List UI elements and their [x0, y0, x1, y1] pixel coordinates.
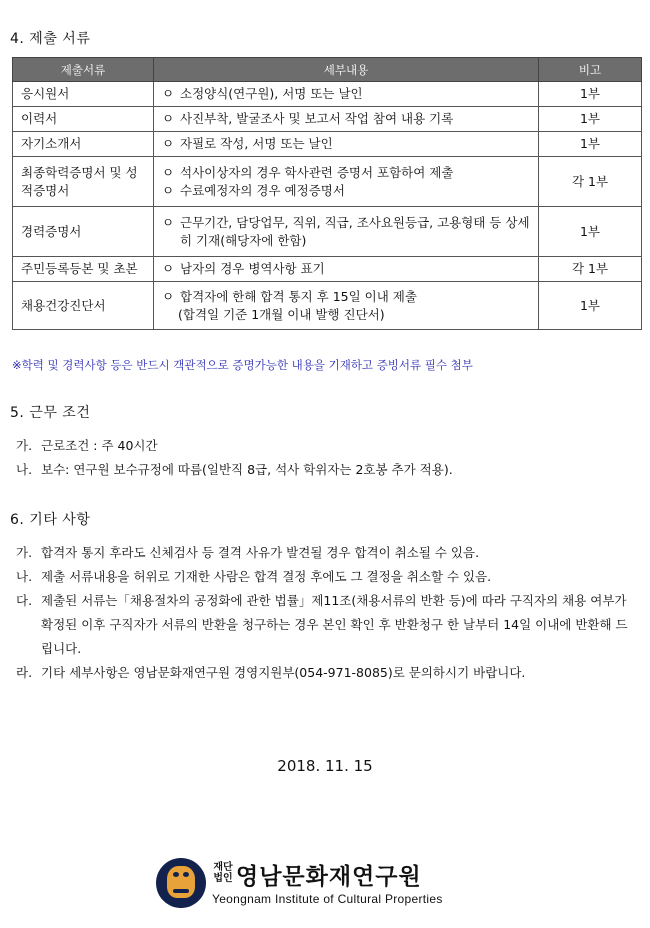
- note-cell: 1부: [539, 207, 642, 257]
- item-label: 가.: [16, 545, 33, 560]
- header-note: 비고: [539, 58, 642, 82]
- detail-text: 남자의 경우 병역사항 표기: [180, 261, 325, 276]
- bullet: ㅇ: [162, 111, 175, 126]
- list-item: [16, 591, 631, 661]
- note-cell: 각 1부: [539, 257, 642, 282]
- note-cell: 각 1부: [539, 157, 642, 207]
- details-cell: [154, 82, 539, 107]
- mask-eye-left: [173, 872, 179, 877]
- item-text: 근로조건 : 주 40시간: [41, 438, 158, 453]
- note-cell: 1부: [539, 82, 642, 107]
- bullet: ㅇ: [162, 182, 175, 198]
- list-item: [16, 460, 631, 480]
- doc-cell: 응시원서: [13, 82, 154, 107]
- mask-mouth: [173, 889, 189, 893]
- detail-text: 소정양식(연구원), 서명 또는 날인: [180, 86, 363, 101]
- details-cell: [154, 282, 539, 330]
- mask-seal-icon: [156, 858, 206, 908]
- table-header-row: [13, 58, 642, 82]
- bullet: ㅇ: [162, 288, 175, 304]
- organization-logo: [156, 856, 496, 916]
- bullet: ㅇ: [162, 164, 175, 180]
- list-item: [16, 567, 631, 587]
- mask-face: [167, 866, 195, 898]
- legal-prefix-bottom: 법인: [213, 873, 233, 884]
- item-text: 합격자 통지 후라도 신체검사 등 결격 사유가 발견될 경우 합격이 취소될 수 있음.: [41, 545, 480, 560]
- detail-text: 수료예정자의 경우 예정증명서: [180, 182, 345, 198]
- document-date: 2018. 11. 15: [277, 757, 373, 775]
- section-4-title: 4. 제출 서류: [10, 31, 91, 47]
- bullet: ㅇ: [162, 86, 175, 101]
- table-row: [13, 107, 642, 132]
- doc-cell: 주민등록등본 및 초본: [13, 257, 154, 282]
- doc-cell: 자기소개서: [13, 132, 154, 157]
- item-label: 가.: [16, 438, 33, 453]
- detail-text: 근무기간, 담당업무, 직위, 직급, 조사요원등급, 고용형태 등 상세히 기재(해당자에 한함): [180, 214, 530, 248]
- details-cell: [154, 107, 539, 132]
- bullet: ㅇ: [162, 214, 175, 230]
- documents-table: [12, 57, 642, 330]
- details-cell: [154, 157, 539, 207]
- bullet: ㅇ: [162, 261, 175, 276]
- item-label: 나.: [16, 462, 33, 477]
- note-cell: 1부: [539, 132, 642, 157]
- item-label: 나.: [16, 569, 33, 584]
- details-cell: [154, 257, 539, 282]
- item-text: 기타 세부사항은 영남문화재연구원 경영지원부(054-971-8085)로 문의하시기 바랍니다.: [41, 665, 526, 680]
- header-details: 세부내용: [154, 58, 539, 82]
- details-cell: [154, 132, 539, 157]
- doc-cell: 채용건강진단서: [13, 282, 154, 330]
- mask-eye-right: [183, 872, 189, 877]
- table-row: [13, 157, 642, 207]
- doc-cell: 경력증명서: [13, 207, 154, 257]
- detail-continuation: (합격일 기준 1개월 이내 발행 진단서): [178, 306, 385, 322]
- detail-text: 합격자에 한해 합격 통지 후 15일 이내 제출: [180, 288, 417, 304]
- detail-text: 사진부착, 발굴조사 및 보고서 작업 참여 내용 기록: [180, 111, 454, 126]
- organization-name-korean: 영남문화재연구원: [236, 864, 422, 890]
- item-label: 라.: [16, 665, 33, 680]
- item-text: 제출된 서류는「채용절차의 공정화에 관한 법률」제11조(채용서류의 반환 등)에 따라 구직자의 채용 여부가 확정된 이후 구직자가 서류의 반환을 청구하는 경우 본인 확인 후 반환청구 한 날부터 14일 이내에 반환해 드립니다.: [41, 593, 628, 656]
- details-cell: [154, 207, 539, 257]
- organization-name-english: Yeongnam Institute of Cultural Properties: [212, 892, 443, 906]
- section-6-title: 6. 기타 사항: [10, 512, 91, 528]
- note-cell: 1부: [539, 107, 642, 132]
- detail-text: 석사이상자의 경우 학사관련 증명서 포함하여 제출: [180, 164, 454, 180]
- detail-text: 자필로 작성, 서명 또는 날인: [180, 136, 333, 151]
- table-row: [13, 132, 642, 157]
- table-row: [13, 207, 642, 257]
- list-item: [16, 543, 631, 563]
- table-row: [13, 82, 642, 107]
- list-item: [16, 436, 631, 456]
- header-doc: 제출서류: [13, 58, 154, 82]
- note-cell: 1부: [539, 282, 642, 330]
- section-5-title: 5. 근무 조건: [10, 405, 91, 421]
- table-footnote: ※학력 및 경력사항 등은 반드시 객관적으로 증명가능한 내용을 기재하고 증빙서류 필수 첨부: [12, 358, 473, 372]
- table-row: [13, 282, 642, 330]
- doc-cell: 최종학력증명서 및 성적증명서: [13, 157, 154, 207]
- list-item: [16, 663, 631, 683]
- legal-prefix: [212, 862, 234, 884]
- item-text: 보수: 연구원 보수규정에 따름(일반직 8급, 석사 학위자는 2호봉 추가 적용).: [41, 462, 453, 477]
- item-label: 다.: [16, 593, 33, 608]
- bullet: ㅇ: [162, 136, 175, 151]
- table-row: [13, 257, 642, 282]
- item-text: 제출 서류내용을 허위로 기재한 사람은 합격 결정 후에도 그 결정을 취소할 수 있음.: [41, 569, 492, 584]
- doc-cell: 이력서: [13, 107, 154, 132]
- legal-prefix-top: 재단: [213, 862, 233, 873]
